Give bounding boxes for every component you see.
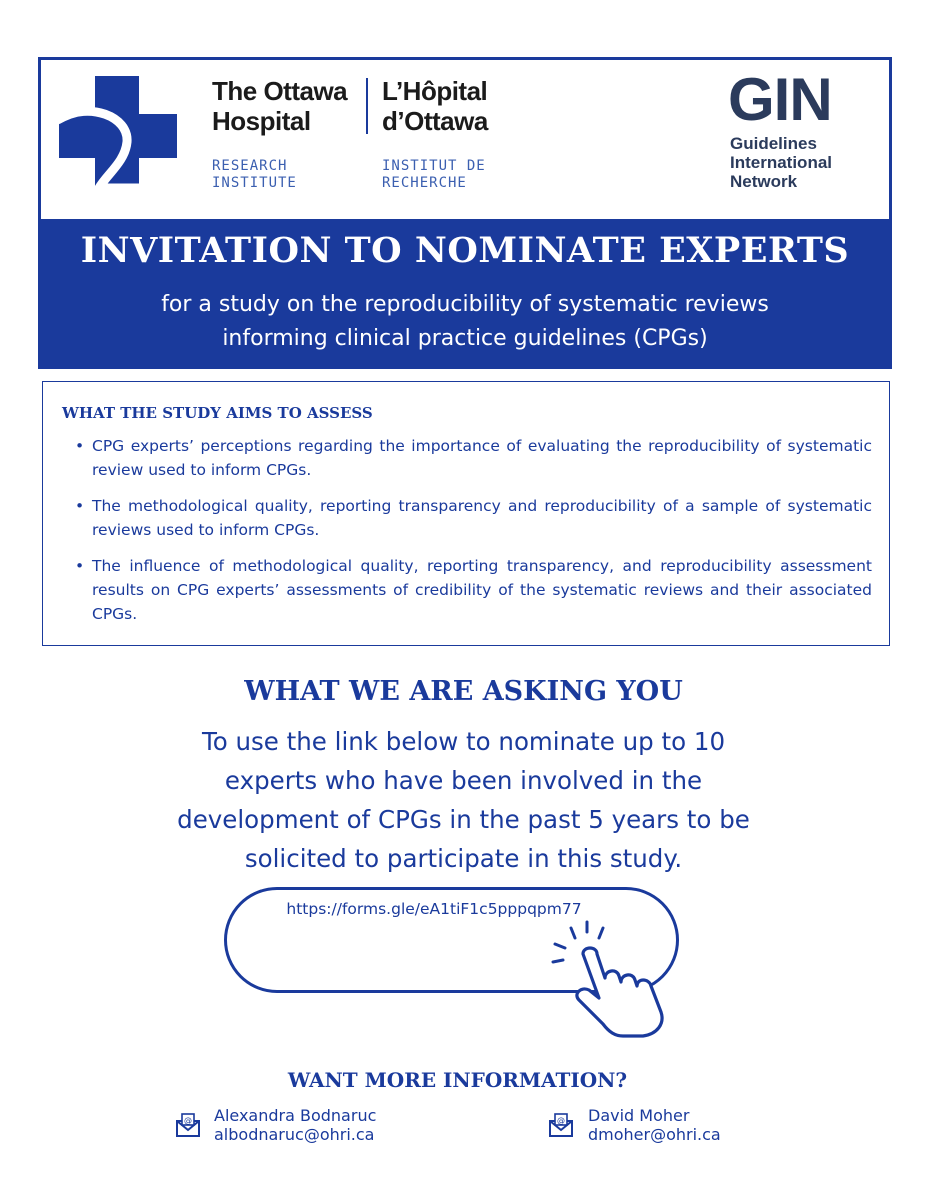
aims-list: [72, 434, 872, 638]
asking-heading: WHAT WE ARE ASKING YOU: [244, 676, 683, 707]
subtitle-line1: for a study on the reproducibility of systematic reviews: [161, 292, 769, 317]
asking-body-line3: development of CPGs in the past 5 years to be: [177, 805, 750, 834]
contact-name: Alexandra Bodnaruc: [214, 1106, 377, 1125]
svg-text:@: @: [184, 1116, 192, 1125]
email-icon: [175, 1112, 201, 1138]
ohri-name-fr-line1: L’Hôpital: [382, 76, 488, 106]
ohri-cross-logo: [59, 76, 177, 192]
aims-list-item: • The methodological quality, reporting transparency and reproducibility of a sample of systematic reviews used to inform CPGs.: [72, 494, 872, 542]
svg-text:@: @: [557, 1116, 565, 1125]
gin-name-line3: Network: [730, 172, 798, 191]
asking-body-line4: solicited to participate in this study.: [244, 844, 683, 873]
subtitle-line2: informing clinical practice guidelines (CPGs): [222, 326, 708, 351]
page-title: INVITATION TO NOMINATE EXPERTS: [80, 230, 850, 271]
ohri-subtitle-french: [382, 158, 532, 192]
ohri-name-english: [212, 76, 362, 136]
contact-card: [588, 1106, 721, 1144]
gin-logo-letters: GIN: [728, 66, 832, 133]
asking-body-line1: To use the link below to nominate up to 10: [201, 727, 726, 756]
contact-name: David Moher: [588, 1106, 690, 1125]
ohri-sub-fr-line2: RECHERCHE: [382, 175, 467, 191]
ohri-sub-en-line2: INSTITUTE: [212, 175, 297, 191]
aims-list-item: • The influence of methodological quality, reporting transparency, and reproducibility assessment results on CPG experts’ assessments of credibility of the systematic reviews and their associated CPGs.: [72, 554, 872, 626]
aims-heading: WHAT THE STUDY AIMS TO ASSESS: [62, 404, 373, 422]
contact-email[interactable]: dmoher@ohri.ca: [588, 1125, 721, 1144]
pointing-hand-click-icon: [545, 920, 670, 1038]
page-subtitle: [38, 288, 892, 356]
email-icon: [548, 1112, 574, 1138]
aims-list-item: • CPG experts’ perceptions regarding the importance of evaluating the reproducibility of systematic review used to inform CPGs.: [72, 434, 872, 482]
contact-card: [214, 1106, 376, 1144]
asking-body: [150, 722, 777, 878]
ohri-divider: [366, 78, 368, 134]
info-heading: WANT MORE INFORMATION?: [287, 1068, 628, 1092]
ohri-name-fr-line2: d’Ottawa: [382, 106, 488, 136]
asking-body-line2: experts who have been involved in the: [224, 766, 703, 795]
ohri-name-en-line2: Hospital: [212, 106, 311, 136]
contact-email[interactable]: albodnaruc@ohri.ca: [214, 1125, 375, 1144]
ohri-subtitle-english: [212, 158, 362, 192]
gin-logo-name: [730, 134, 870, 191]
ohri-name-french: [382, 76, 532, 136]
ohri-sub-fr-line1: INSTITUT DE: [382, 158, 486, 174]
gin-name-line2: International: [730, 153, 833, 172]
gin-name-line1: Guidelines: [730, 134, 817, 153]
nomination-link[interactable]: https://forms.gle/eA1tiF1c5pppqpm77: [286, 900, 582, 918]
ohri-sub-en-line1: RESEARCH: [212, 158, 288, 174]
ohri-name-en-line1: The Ottawa: [212, 76, 348, 106]
